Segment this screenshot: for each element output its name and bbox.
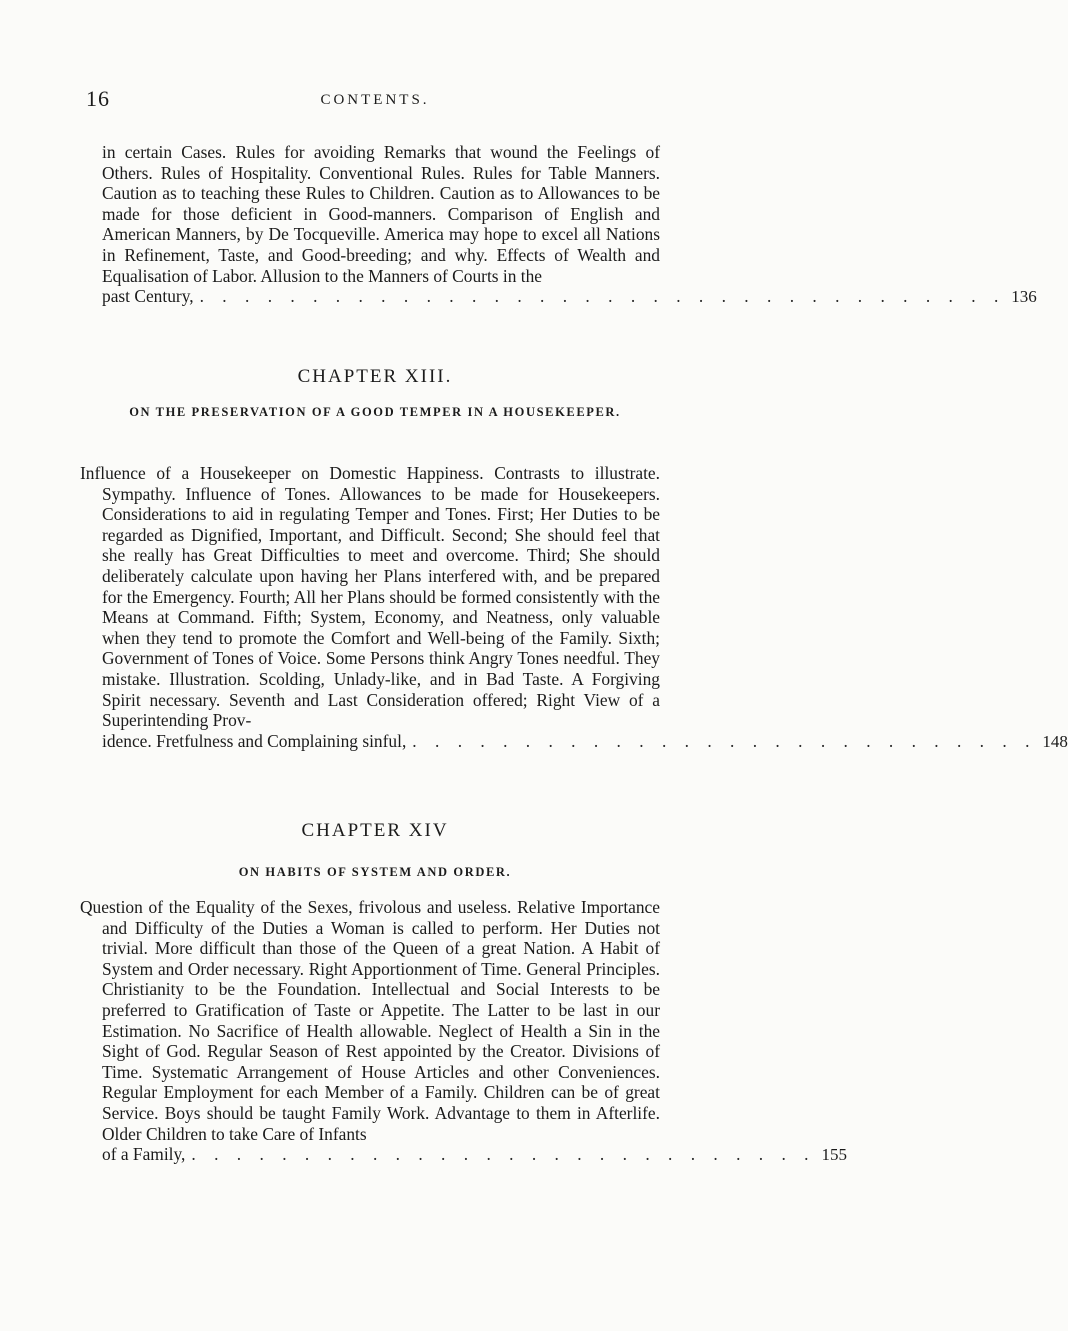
chapter-13-leader-line [80,730,1068,753]
chapter-14-leader-line [80,1144,848,1166]
chapter-13-summary: Influence of a Housekeeper on Domestic Happiness. Contrasts to illustrate. Sympathy. Influence of Tones. Allowances to be made for Housekeepers. Considerations to aid in regulating Temper and Tones. First; Her Duties to be regarded as Dignified, Important, and Difficult. Second; She should feel that she really has Great Difficulties to meet and overcome. Third; She should deliberately calculate upon having her Plans interfered with, and be prepared for the Emergency. Fourth; All her Plans should be formed consistently with the Means at Command. Fifth; System, Economy, and Neatness, only valuable when they tend to promote the Comfort and Well-being of the Family. Sixth; Government of Tones of Voice. Some Persons think Angry Tones needful. They mistake. Illustration. Scolding, Unlady-like, and in Bad Taste. A Forgiving Spirit necessary. Seventh and Last Consideration offered; Right View of a Superintending Prov- [80,463,660,731]
chapter-14-title: CHAPTER XIV [301,820,449,841]
page-number: 16 [86,86,110,111]
dot-leader: . . . . . . . . . . . . . . . . . . . . . . . . . . . . [412,730,1037,751]
running-head: CONTENTS. [320,92,430,108]
chapter-14-page-ref: 155 [821,1145,848,1165]
chapter-14-summary: Question of the Equality of the Sexes, frivolous and useless. Relative Importance and Difficulty of the Duties a Woman is called to perform. Her Duties not trivial. More difficult than those of the Queen of a great Nation. A Habit of System and Order necessary. Right Apportionment of Time. General Principles. Christianity to be the Foundation. Intellectual and Social Interests to be preferred to Gratification of Taste or Appetite. The Latter to be last in our Estimation. No Sacrifice of Health allowable. Neglect of Health a Sin in the Sight of God. Regular Season of Rest appointed by the Creator. Divisions of Time. Systematic Arrangement of House Articles and other Conveniences. Regular Employment for each Member of a Family. Children can be of great Service. Boys should be taught Family Work. Advantage to them in Afterlife. Older Children to take Care of Infants [80,897,660,1144]
dot-leader: . . . . . . . . . . . . . . . . . . . . . . . . . . . . . . . . . . . . [199,286,1006,307]
chapter-13-entry [80,463,1068,752]
chapter-14-last-line: of a Family, [102,1144,186,1165]
chapter-13-title: CHAPTER XIII. [297,366,453,387]
continuation-text: in certain Cases. Rules for avoiding Remarks that wound the Feelings of Others. Rules of Hospitality. Conventional Rules. Rules for Table Manners. Caution as to teaching these Rules to Children. Caution as to Allowances to be made for those deficient in Good-manners. Comparison of English and American Manners, by De Tocqueville. America may hope to excel all Nations in Refinement, Taste, and Good-breeding; and why. Effects of Wealth and Equalisation of Labor. Allusion to the Manners of Courts in the [102,142,660,286]
chapter-14-subtitle: ON HABITS OF SYSTEM AND ORDER. [238,865,512,879]
continuation-leader-line [80,286,1037,308]
continuation-entry [80,142,1037,308]
chapter-13-last-line: idence. Fretfulness and Complaining sinful, [102,730,407,751]
chapter-13-page-ref: 148 [1042,731,1068,751]
chapter-14-entry [80,897,848,1166]
continuation-page-ref: 136 [1011,287,1037,307]
chapter-13-subtitle: ON THE PRESERVATION OF A GOOD TEMPER IN A HOUSEKEEPER. [129,405,621,419]
dot-leader: . . . . . . . . . . . . . . . . . . . . . . . . . . . . [191,1144,816,1165]
continuation-last-line: past Century, [102,286,194,307]
